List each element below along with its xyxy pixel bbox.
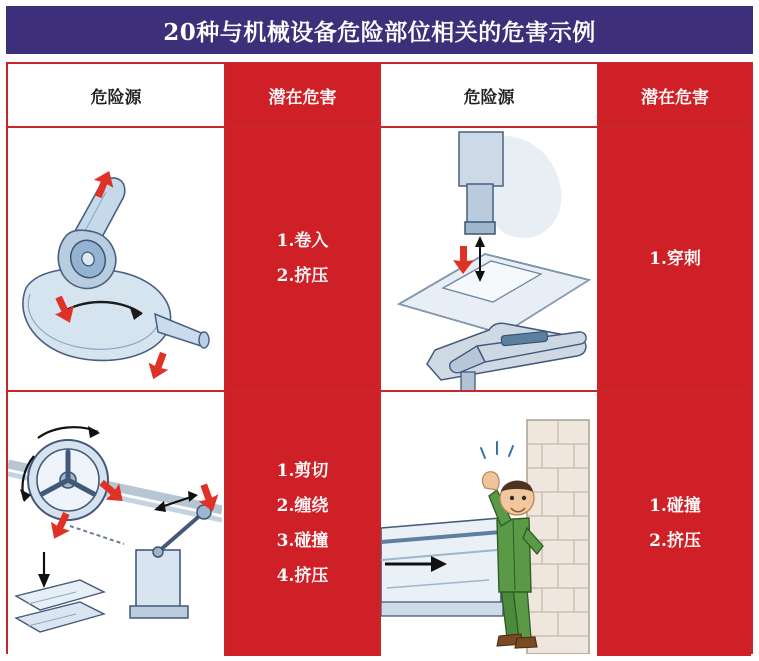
table-header-hazard-2 (381, 64, 599, 128)
belt-pulley-and-crank-illustration (8, 392, 222, 654)
worker-crushed-by-wall-illustration (381, 392, 595, 654)
hazard-cell-worker-crush (381, 392, 599, 656)
table-header-hazard-1 (8, 64, 226, 128)
harm-cell-1 (226, 128, 381, 392)
hazard-cell-press-nailer (381, 128, 599, 392)
harm-item: 1.碰撞 (649, 496, 701, 516)
page-title-bar (6, 6, 753, 54)
press-and-nailer-illustration (381, 128, 595, 390)
harm-item: 1.穿刺 (649, 248, 701, 269)
harm-item: 2.挤压 (649, 531, 701, 551)
harm-item: 1.卷入 (276, 231, 329, 251)
harm-item: 4.挤压 (276, 566, 329, 586)
harm-cell-2 (599, 128, 751, 392)
hazard-cell-belt-pulley (8, 392, 226, 656)
table-header-harm-1 (226, 64, 381, 128)
harm-cell-4 (599, 392, 751, 656)
harm-item: 2.缠绕 (276, 496, 329, 516)
page-title: 20种与机械设备危险部位相关的危害示例 (163, 18, 596, 46)
header-label: 潜在危害 (641, 87, 709, 108)
harm-cell-3 (226, 392, 381, 656)
header-label: 危险源 (90, 87, 142, 108)
harm-item: 1.剪切 (276, 461, 329, 481)
header-label: 危险源 (463, 87, 515, 108)
table-header-harm-2 (599, 64, 751, 128)
harm-item: 3.碰撞 (276, 531, 329, 551)
hazard-table (6, 62, 753, 654)
harm-item: 2.挤压 (276, 266, 329, 286)
angle-grinder-illustration (8, 128, 222, 390)
hazard-cell-angle-grinder (8, 128, 226, 392)
header-label: 潜在危害 (268, 87, 337, 108)
